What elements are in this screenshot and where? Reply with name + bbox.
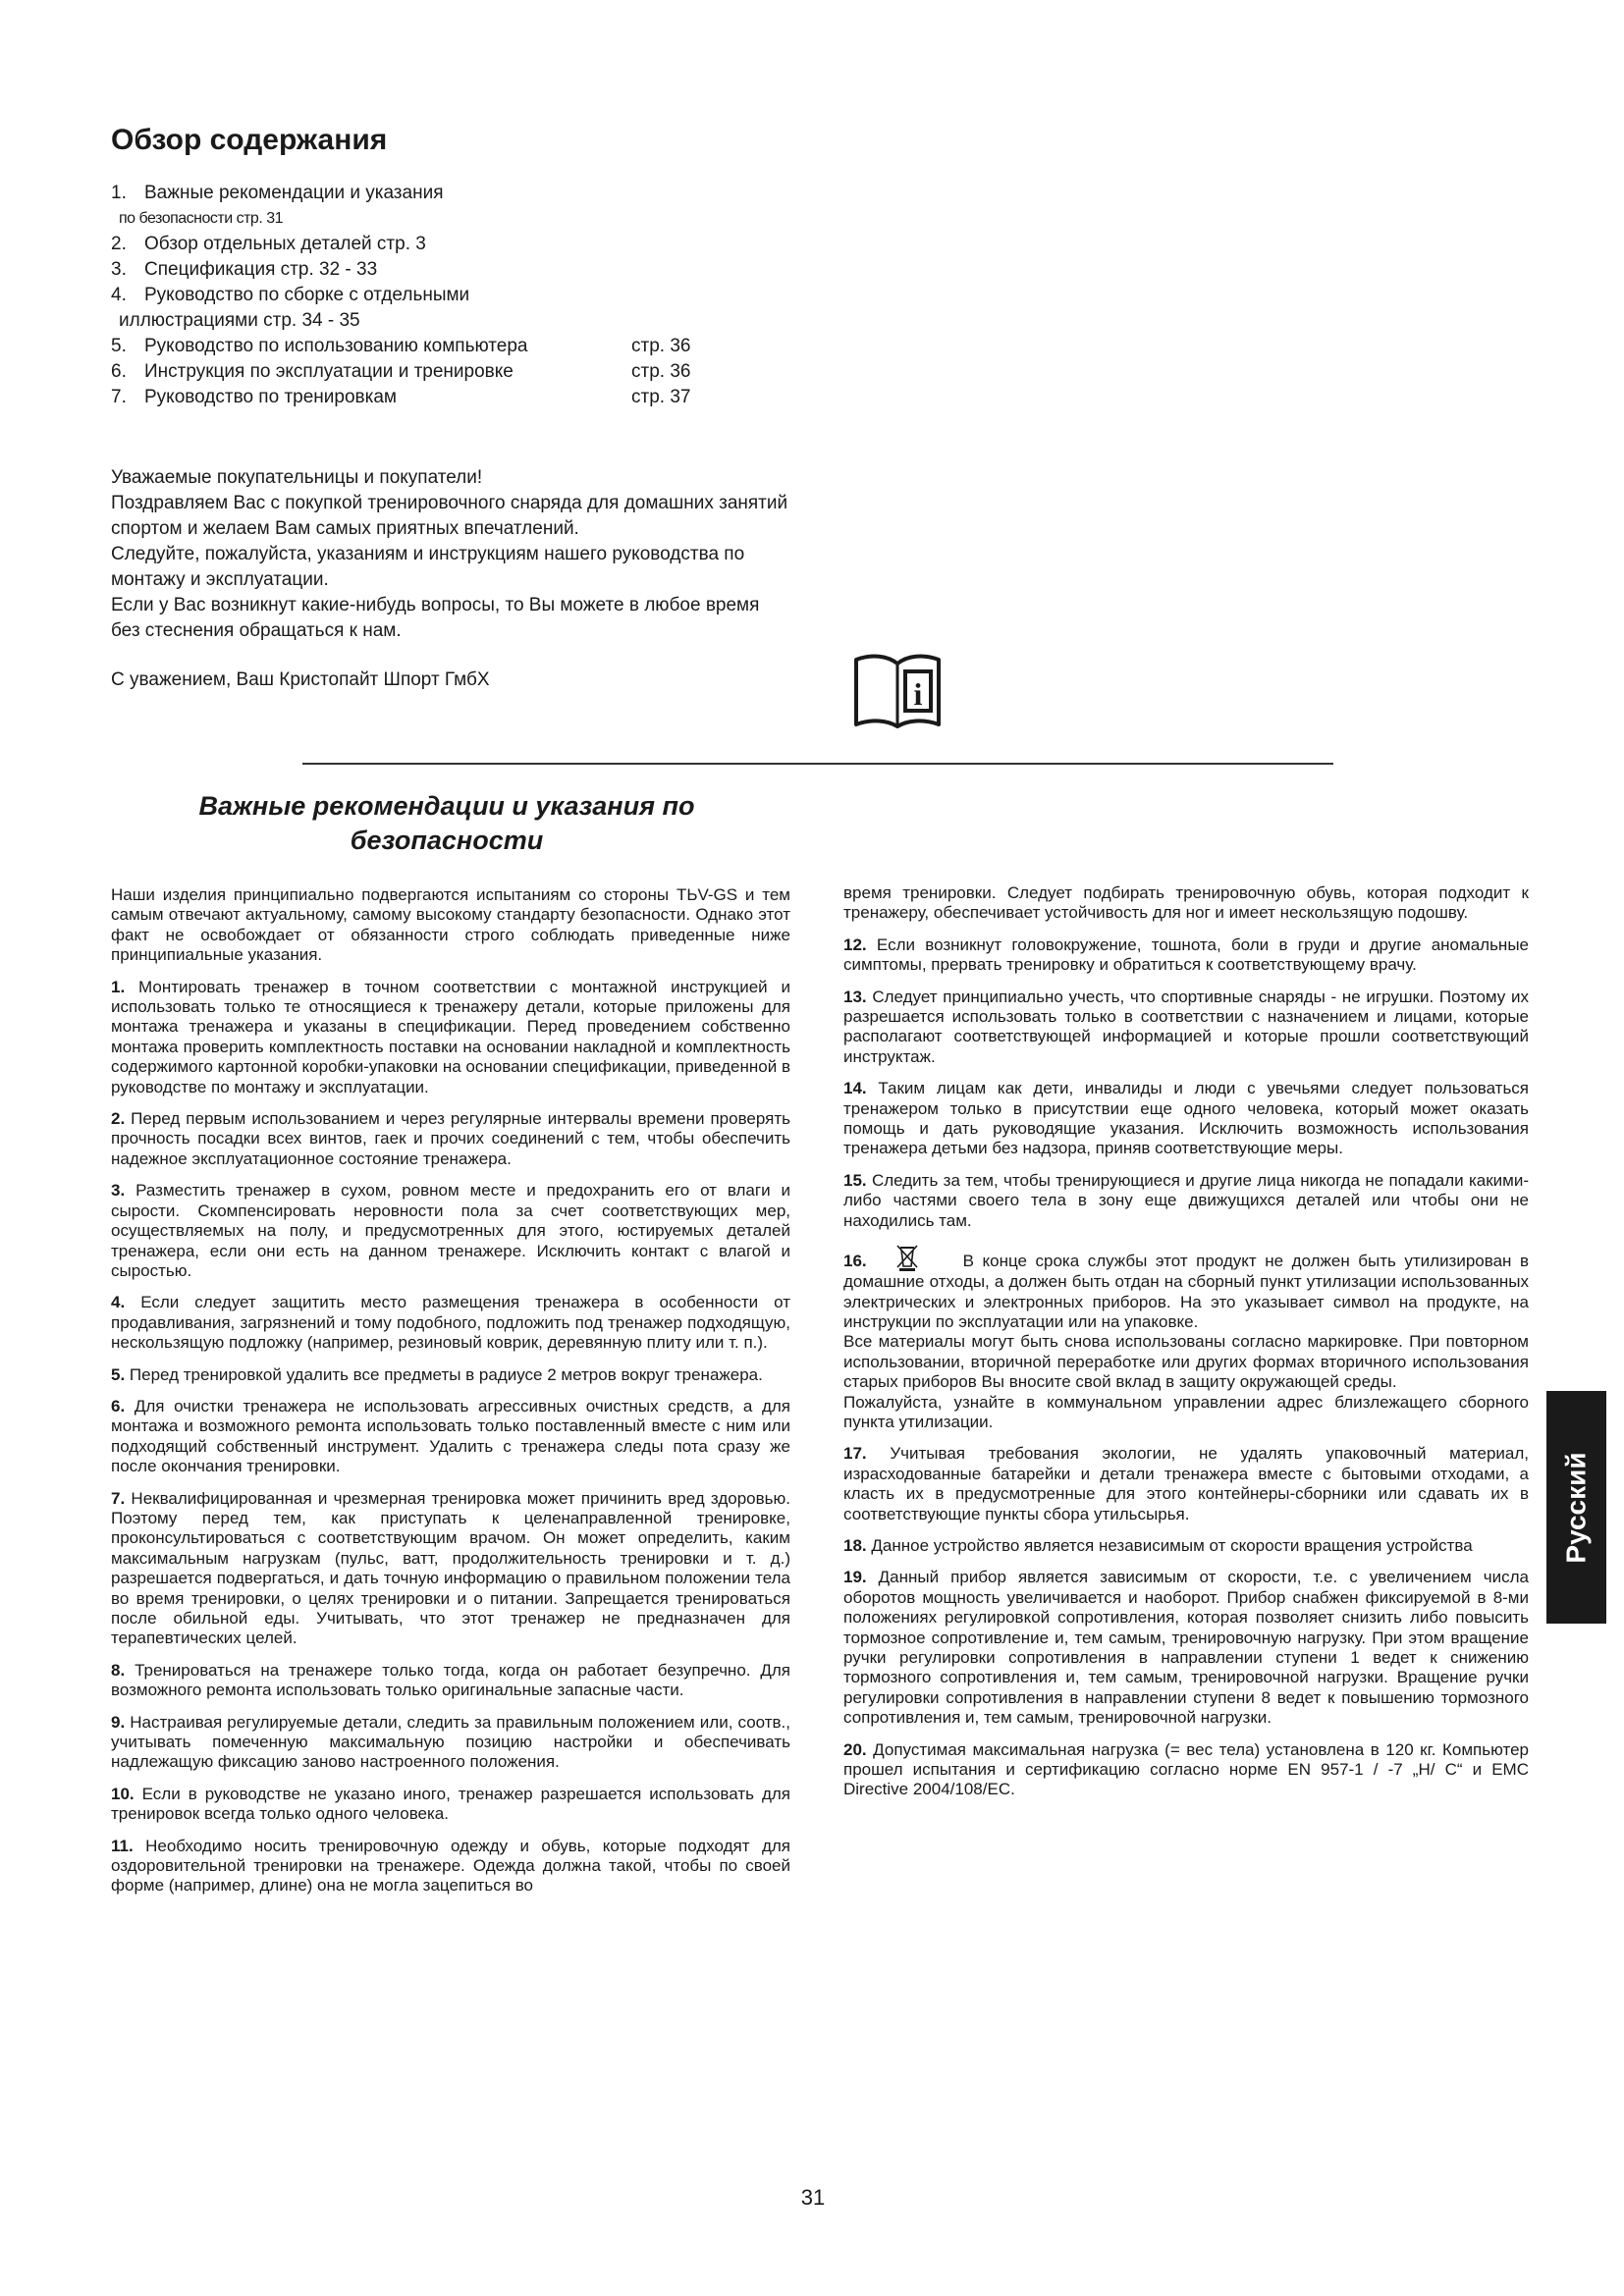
safety-item: 11. Необходимо носить тренировочную одежду и обувь, которые подходят для оздоровительной тренировки на тренажере. Одежда должна такой, чтобы по своей форме (например, длине) она не могла зацепиться во — [111, 1836, 790, 1896]
language-tab: Русский — [1546, 1391, 1606, 1624]
closing-signature: С уважением, Ваш Кристопайт Шпорт ГмбХ — [111, 669, 490, 690]
toc-entry: по безопасности стр. 31 — [119, 210, 284, 227]
safety-item: 9. Настраивая регулируемые детали, следить за правильным положением или, соотв., учитывать помеченную максимальную позицию настройки и обеспечивать надлежащую фиксацию заново настроенного положения. — [111, 1712, 790, 1772]
page-number: 31 — [800, 2185, 826, 2210]
safety-item: 12. Если возникнут головокружение, тошнота, боли в груди и другие аномальные симптомы, прервать тренировку и обратиться к соответствующему врачу. — [843, 934, 1529, 975]
right-column — [843, 883, 1529, 1812]
safety-item: 2. Перед первым использованием и через регулярные интервалы времени проверять прочность посадки всех винтов, гаек и прочих соединений с тем, чтобы обеспечить надежное эксплуатационное состояние тренажера. — [111, 1109, 790, 1168]
greeting-paragraph: Поздравляем Вас с покупкой тренировочного снаряда для домашних занятий спортом и желаем Вам самых приятных впечатлений. — [111, 493, 788, 539]
toc-title: Обзор содержания — [111, 124, 388, 156]
safety-item: 18. Данное устройство является независимым от скорости вращения устройства — [843, 1535, 1473, 1555]
continued-paragraph: время тренировки. Следует подбирать тренировочную обувь, которая подходит к тренажеру, обеспечивает устойчивость для ног и имеет нескользящую подошву. — [843, 883, 1529, 923]
svg-text:i: i — [913, 676, 923, 712]
book-info-icon — [852, 650, 943, 730]
toc-entry: 7. Руководство по тренировкам стр. 37 — [111, 387, 691, 407]
safety-item: 15. Следить за тем, чтобы тренирующиеся и другие лица никогда не попадали какими-либо частями своего тела в зону еще движущихся деталей или чтобы они не находились там. — [843, 1170, 1529, 1230]
safety-item: 20. Допустимая максимальная нагрузка (= вес тела) установлена в 120 кг. Компьютер прошел испытания и сертификацию согласно норме EN 957-1 / -7 „H/ C“ и EMC Directive 2004/108/EC. — [843, 1739, 1529, 1799]
toc-entry: иллюстрациями стр. 34 - 35 — [119, 310, 360, 331]
safety-item: 17. Учитывая требования экологии, не удалять упаковочный материал, израсходованные батарейки и детали тренажера вместе с бытовыми отходами, а класть их в предусмотренные для этого контейнеры-сборники или сдавать их в соответствующие пункты сбора утильсырья. — [843, 1444, 1529, 1523]
safety-item: 3. Разместить тренажер в сухом, ровном месте и предохранить его от влаги и сырости. Скомпенсировать неровности пола за счет соответствующих мер, осуществляемых на полу, и предусмотренных для этого, юстируемых деталей тренажера, если они есть на данном тренажере. Исключить контакт с влагой и сыростью. — [111, 1181, 790, 1280]
intro-paragraph: Наши изделия принципиально подвергаются испытаниям со стороны TЬV-GS и тем самым отвечают актуальному, самому высокому стандарту безопасности. Однако этот факт не освобождает от обязанности строго соблюдать приведенные ниже принципиальные указания. — [111, 885, 790, 965]
toc-entry: 4. Руководство по сборке с отдельными — [111, 285, 470, 305]
greeting-text — [111, 465, 790, 644]
safety-item: 5. Перед тренировкой удалить все предметы в радиусе 2 метров вокруг тренажера. — [111, 1364, 763, 1384]
safety-item: 1. Монтировать тренажер в точном соответствии с монтажной инструкцией и использовать только те относящиеся к тренажеру детали, которые приложены для монтажа тренажера и указаны в спецификации. Перед проведением собственно монтажа проверить комплектность поставки на основании накладной и комплектность содержимого картонной коробки-упаковки на основании спецификации, приведенной в руководстве по монтажу и эксплуатации. — [111, 977, 790, 1096]
toc-entry: 3. Спецификация стр. 32 - 33 — [111, 259, 378, 280]
toc-entry: 5. Руководство по использованию компьютера стр. 36 — [111, 336, 691, 356]
safety-item: 13. Следует принципиально учесть, что спортивные снаряды - не игрушки. Поэтому их разрешается использовать только в соответствии с назначением и лицами, которые располагают соответствующей информацией и которые прошли соответствующий инструктаж. — [843, 987, 1529, 1066]
crossed-bin-icon — [894, 1243, 920, 1272]
toc-entry: 1. Важные рекомендации и указания — [111, 183, 444, 203]
safety-item-16: 16. В конце срока службы этот продукт не должен быть утилизирован в домашние отходы, а должен быть отдан на сборный пункт утилизации использованных электрических и электронных приборов. На это указывает символ на продукте, на инструкции по эксплуатации или на упаковке. Все материалы могут быть снова использованы согласно маркировке. При повторном использовании, вторичной переработке или других формах вторичного использования старых приборов Вы вносите свой вклад в защиту окружающей среды. Пожалуйста, узнайте в коммунальном управлении адрес близлежащего сборного пункта утилизации. — [843, 1243, 1529, 1432]
greeting-paragraph: Если у Вас возникнут какие-нибудь вопросы, то Вы можете в любое время без стеснения обращаться к нам. — [111, 595, 760, 641]
safety-item: 7. Неквалифицированная и чрезмерная тренировка может причинить вред здоровью. Поэтому перед тем, как приступать к целенаправленной тренировке, проконсультироваться с соответствующим врачом. Он может определить, каким максимальным нагрузкам (пульс, ватт, продолжительность тренировки и т. д.) разрешается подвергаться, и дать точную информацию о правильном положении тела во время тренировки, о целях тренировки и о питании. Запрещается тренироваться после обильной еды. Учитывать, что этот тренажер не предназначен для терапевтических целей. — [111, 1488, 790, 1648]
safety-item: 6. Для очистки тренажера не использовать агрессивных очистных средств, а для монтажа и возможного ремонта использовать только поставленный вместе с ним или подходящий собственный инструмент. Удалить с тренажера следы пота сразу же после окончания тренировки. — [111, 1396, 790, 1476]
safety-item: 14. Таким лицам как дети, инвалиды и люди с увечьями следует пользоваться тренажером только в присутствии еще одного человека, который может оказать помощь и дать руководящие указания. Исключить возможность использования тренажера детьми без надзора, приняв соответствующие меры. — [843, 1079, 1530, 1158]
left-column — [111, 885, 790, 1908]
safety-item: 8. Тренироваться на тренажере только тогда, когда он работает безупречно. Для возможного ремонта использовать только оригинальные запасные части. — [111, 1660, 790, 1700]
toc-entry: 2. Обзор отдельных деталей стр. 3 — [111, 234, 426, 254]
greeting-paragraph: Следуйте, пожалуйста, указаниям и инструкциям нашего руководства по монтажу и эксплуатации. — [111, 544, 745, 590]
safety-item: 10. Если в руководстве не указано иного, тренажер разрешается использовать для тренировок всегда только одного человека. — [111, 1784, 790, 1824]
salutation: Уважаемые покупательницы и покупатели! — [111, 467, 483, 488]
safety-item: 19. Данный прибор является зависимым от скорости, т.е. с увеличением числа оборотов мощность увеличивается и наоборот. Прибор снабжен фиксируемой в 8-ми положениях регулировкой сопротивления, которая позволяет снизить либо повысить тормозное сопротивление и, тем самым, тренировочную нагрузку. При этом вращение ручки регулировки сопротивления в направлении ступени 1 ведет к снижению тормозного сопротивления и, тем самым, тренировочной нагрузки. Вращение ручки регулировки сопротивления в направлении ступени 8 ведет к повышению тормозного сопротивления и, тем самым, тренировочной нагрузки. — [843, 1568, 1529, 1728]
table-of-contents — [111, 181, 739, 410]
safety-item: 4. Если следует защитить место размещения тренажера в особенности от продавливания, загрязнений и тому подобного, подложить под тренажер подходящую, нескользящую подложку (например, резиновый коврик, деревянную плиту или т. п.). — [111, 1293, 790, 1353]
section-divider — [302, 763, 1333, 765]
section-title: Важные рекомендации и указания по безопасности — [198, 791, 695, 855]
toc-entry: 6. Инструкция по эксплуатации и тренировке стр. 36 — [111, 361, 691, 382]
